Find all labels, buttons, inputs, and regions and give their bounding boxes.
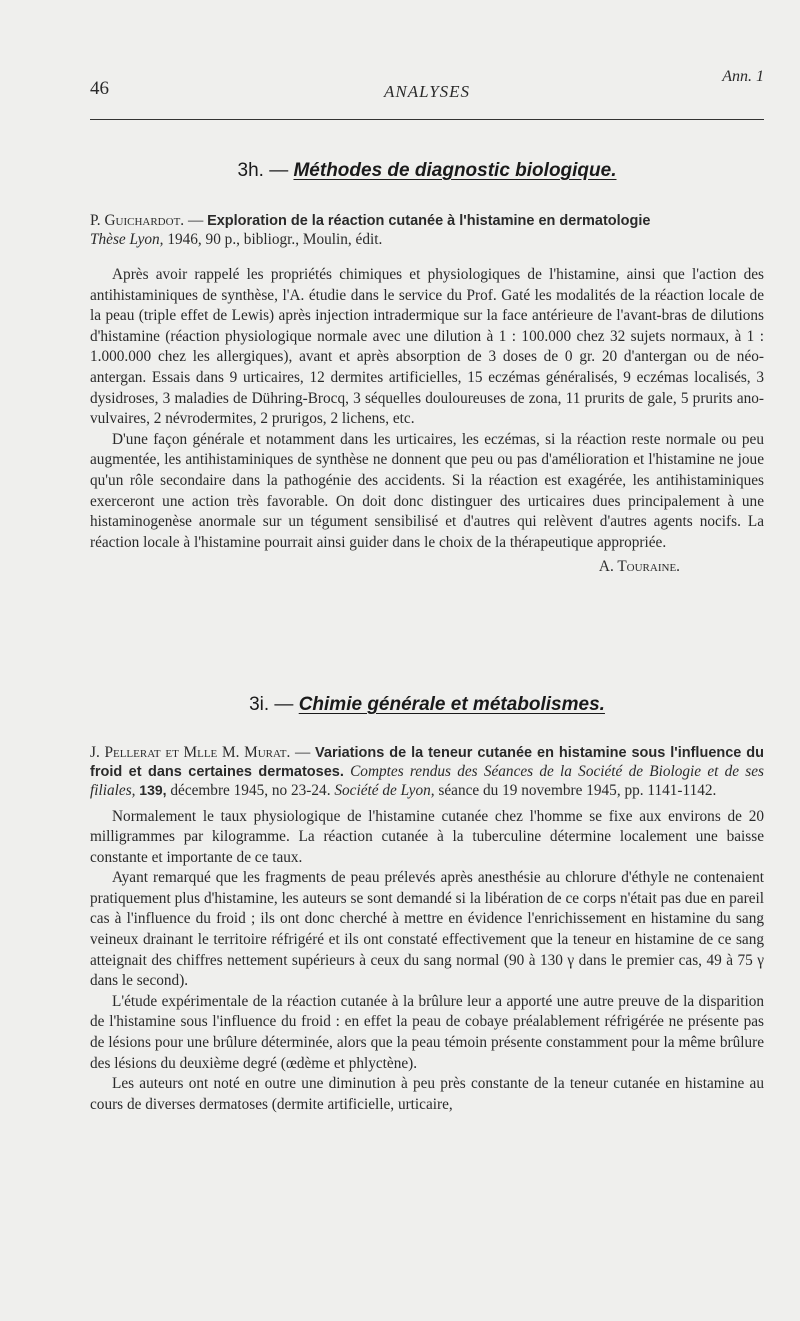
section-title: Méthodes de diagnostic biologique.	[293, 160, 617, 181]
article-volume: 139,	[139, 782, 167, 798]
article-paragraph: D'une façon générale et notamment dans les urticaires, les eczémas, si la réaction reste normale ou peu augmentée, les antihistaminiques de synthèse ne donnent que peu ou pas d'amélioration et l'histamine ne joue qu'un rôle secondaire dans la pathogénie des accidents. Si la réaction est exagérée, les antihistaminiques exerceront une action très favorable. On doit donc distinguer des urticaires dues principalement à une histaminogenèse anormale sur un tégument sensibilisé et d'autres qui relèvent d'autres agents nocifs. La réaction locale à l'histamine pourrait ainsi guider dans le choix de la thérapeutique appropriée.	[90, 430, 764, 551]
article-paragraph: Normalement le taux physiologique de l'histamine cutanée chez l'homme se fixe aux environs de 20 milligrammes par kilogramme. La réaction cutanée à la tuberculine détermine localement une baisse constante et importante de ce taux.	[90, 807, 764, 866]
article-authors: J. Pellerat et Mlle M. Murat.	[90, 744, 291, 761]
article-source: Thèse Lyon,	[90, 230, 164, 248]
article-title: Exploration de la réaction cutanée à l'histamine en dermatologie	[207, 213, 651, 229]
article-paragraph: Ayant remarqué que les fragments de peau prélevés après anesthésie au chlorure d'éthyle ne contenaient pratiquement plus d'histamine, les auteurs se sont demandé si la libération de ce corps n'était pas due en pareil cas à l'influence du froid ; ils ont donc cherché à mettre en évidence l'enrichissement en histamine du sang veineux drainant le territoire réfrigéré et ils ont constaté effectivement que la teneur en histamine de ce sang atteignait des chiffres nettement supérieurs à ceux du sang normal (90 à 130 γ dans le premier cas, 49 à 75 γ dans le second).	[90, 869, 764, 990]
page-number: 46	[90, 78, 109, 99]
article-guichardot	[90, 212, 764, 578]
article-paragraph: L'étude expérimentale de la réaction cutanée à la brûlure leur a apporté une autre preuve de la disparition de l'histamine sous l'influence du froid : en effet la peau de cobaye préalablement réfrigérée ne présente pas de lésions pour une brûlure déterminée, alors que la peau témoin présente constamment pour la même brûlure des lésions du deuxième degré (œdème et phlyctène).	[90, 992, 764, 1072]
article-details: décembre 1945, no 23-24.	[170, 782, 331, 799]
article-authors: P. Guichardot.	[90, 212, 185, 229]
article-paragraph: Les auteurs ont noté en outre une diminution à peu près constante de la teneur cutanée en histamine au cours de diverses dermatoses (dermite artificielle, urticaire,	[90, 1075, 764, 1113]
journal-reference: Ann. 1	[722, 68, 764, 85]
article-details-secondary: séance du 19 novembre 1945, pp. 1141-1142.	[438, 782, 717, 799]
section-heading-3i: 3i. — Chimie générale et métabolismes.	[249, 694, 605, 715]
article-paragraph: Après avoir rappelé les propriétés chimiques et physiologiques de l'histamine, ainsi que l'action des antihistaminiques de synthèse, l'A. étudie dans le service du Prof. Gaté les modalités de la réaction locale de la peau (triple effet de Lewis) après injection intradermique sur la face antérieure de l'avant-bras de dilutions d'histamine (réaction physiologique normale avec une dilution à 1 : 100.000 chez 32 sujets normaux, à 1 : 1.000.000 chez les allergiques), avant et après absorption de 3 doses de 0 gr. 20 d'antergan ou de néo-antergan. Essais dans 9 urticaires, 12 dermites artificielles, 15 eczémas généralisés, 9 eczémas localisés, 3 dysidroses, 3 maladies de Dühring-Brocq, 3 séquelles douloureuses de zona, 11 prurits de gale, 5 prurits ano-vulvaires, 2 névrodermites, 2 prurigos, 2 lichens, etc.	[90, 266, 764, 428]
article-pellerat-murat	[90, 744, 764, 1115]
section-heading-3h: 3h. — Méthodes de diagnostic biologique.	[237, 160, 617, 181]
section-code: 3h.	[237, 160, 264, 181]
article-title: Variations de la teneur cutanée en histamine sous l'influence du froid et dans certaines dermatoses.	[90, 745, 764, 780]
article-source: Comptes rendus des Séances de la Société de Biologie et de ses filiales,	[90, 762, 765, 799]
article-signature: A. Touraine.	[598, 558, 680, 576]
running-header	[90, 68, 764, 108]
article-source-secondary: Société de Lyon,	[334, 782, 435, 799]
article-details: 1946, 90 p., bibliogr., Moulin, édit.	[167, 230, 383, 248]
article-reference: P. Guichardot. — Exploration de la réaction cutanée à l'histamine en dermatologie Thèse Lyon, 1946, 90 p., bibliogr., Moulin, édit.	[90, 212, 651, 248]
running-title: ANALYSES	[383, 82, 471, 101]
header-rule	[90, 119, 764, 120]
section-code: 3i.	[249, 694, 270, 715]
article-reference: J. Pellerat et Mlle M. Murat. — Variations de la teneur cutanée en histamine sous l'influence du froid et dans certaines dermatoses. Comptes rendus des Séances de la Société de Biologie et de ses filiales, 139, décembre 1945, no 23-24. Société de Lyon, séance du 19 novembre 1945, pp. 1141-1142.	[90, 744, 765, 799]
section-title: Chimie générale et métabolismes.	[298, 694, 605, 715]
